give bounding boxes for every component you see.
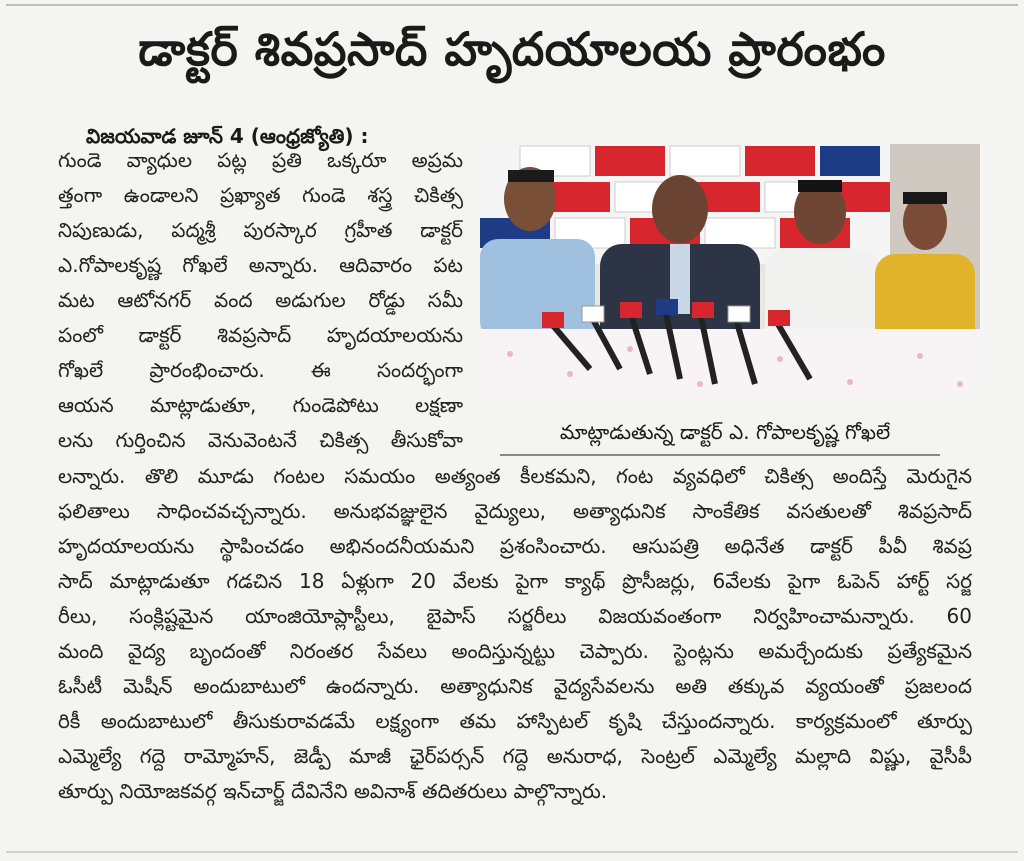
- article-line: మంది వైద్య బృందంతో నిరంతర సేవలు అందిస్తున్నట్టు చెప్పారు. స్టెంట్లను అమర్చేందుకు ప్రత్యేకమైన: [58, 639, 972, 663]
- top-divider: [6, 4, 1018, 6]
- article-line: గోఖలే ప్రారంభించారు. ఈ సందర్భంగా: [58, 358, 463, 382]
- article-line: గుండె వ్యాధుల పట్ల ప్రతి ఒక్కరూ అప్రమ: [58, 148, 463, 172]
- bottom-divider: [6, 851, 1018, 853]
- caption-underline: [500, 454, 940, 456]
- article-line: ఎమ్మెల్యే గద్దె రామ్మోహన్, జెడ్పీ మాజీ ఛైర్‌పర్సన్ గద్దె అనురాధ, సెంట్రల్ ఎమ్మెల్యే మల్లాది విష్ణు, వైసీపీ: [58, 744, 972, 768]
- table-cloth: [480, 329, 980, 398]
- article-line: లను గుర్తించిన వెనువెంటనే చికిత్స తీసుకోవా: [58, 428, 463, 452]
- article-line: త్తంగా ఉండాలని ప్రఖ్యాత గుండె శస్త్ర చికిత్స: [58, 183, 463, 207]
- press-conference-photo: [480, 144, 980, 398]
- article-line: మట ఆటోనగర్ వంద అడుగుల రోడ్డు సమీ: [58, 288, 463, 312]
- article-line: రీలు, సంక్లిష్టమైన యాంజియోప్లాస్టీలు, బైపాస్ సర్జరీలు విజయవంతంగా నిర్వహించామన్నారు. 60: [58, 604, 972, 628]
- dateline: విజయవాడ జూన్ 4 (ఆంధ్రజ్యోతి) :: [86, 124, 369, 148]
- headline: డాక్టర్ శివప్రసాద్ హృదయాలయ ప్రారంభం: [138, 22, 886, 76]
- article-line: తూర్పు నియోజకవర్గ ఇన్‌చార్జ్ దేవినేని అవినాశ్ తదితరులు పాల్గొన్నారు.: [58, 779, 608, 803]
- article-line: ఎ.గోపాలకృష్ణ గోఖలే అన్నారు. ఆదివారం పట: [58, 253, 463, 277]
- photo-caption: మాట్లాడుతున్న డాక్టర్ ఎ. గోపాలకృష్ణ గోఖలే: [559, 420, 891, 444]
- article-line: పంలో డాక్టర్ శివప్రసాద్ హృదయాలయను: [58, 323, 463, 347]
- article-line: హృదయాలయను స్థాపించడం అభినందనీయమని ప్రశంసించారు. ఆసుపత్రి అధినేత డాక్టర్ పీవీ శివప్ర: [58, 534, 972, 558]
- article-line: రికీ అందుబాటులో తీసుకురావడమే లక్ష్యంగా తమ హాస్పిటల్ కృషి చేస్తుందన్నారు. కార్యక్రమంలో తూర్పు: [58, 709, 972, 733]
- article-line: ఓసీటీ మెషీన్ అందుబాటులో ఉందన్నారు. అత్యాధునిక వైద్యసేవలను అతి తక్కువ వ్యయంతో ప్రజలంద: [58, 674, 972, 698]
- article-line: నిపుణుడు, పద్మశ్రీ పురస్కార గ్రహీత డాక్టర్: [58, 218, 463, 242]
- article-line: ఆయన మాట్లాడుతూ, గుండెపోటు లక్షణా: [58, 393, 463, 417]
- article-line: లన్నారు. తొలి మూడు గంటల సమయం అత్యంత కీలకమని, గంట వ్యవధిలో చికిత్స అందిస్తే మెరుగైన: [58, 464, 972, 488]
- article-line: సాద్ మాట్లాడుతూ గడచిన 18 ఏళ్లుగా 20 వేలకు పైగా క్యాథ్ ప్రొసీజర్లు, 6వేలకు పైగా ఓపెన్ హార్ట్ సర్జ: [58, 569, 972, 593]
- article-line: ఫలితాలు సాధించవచ్చన్నారు. అనుభవజ్ఞులైన వైద్యులు, అత్యాధునిక సాంకేతిక వసతులతో శివప్రసాద్: [58, 499, 972, 523]
